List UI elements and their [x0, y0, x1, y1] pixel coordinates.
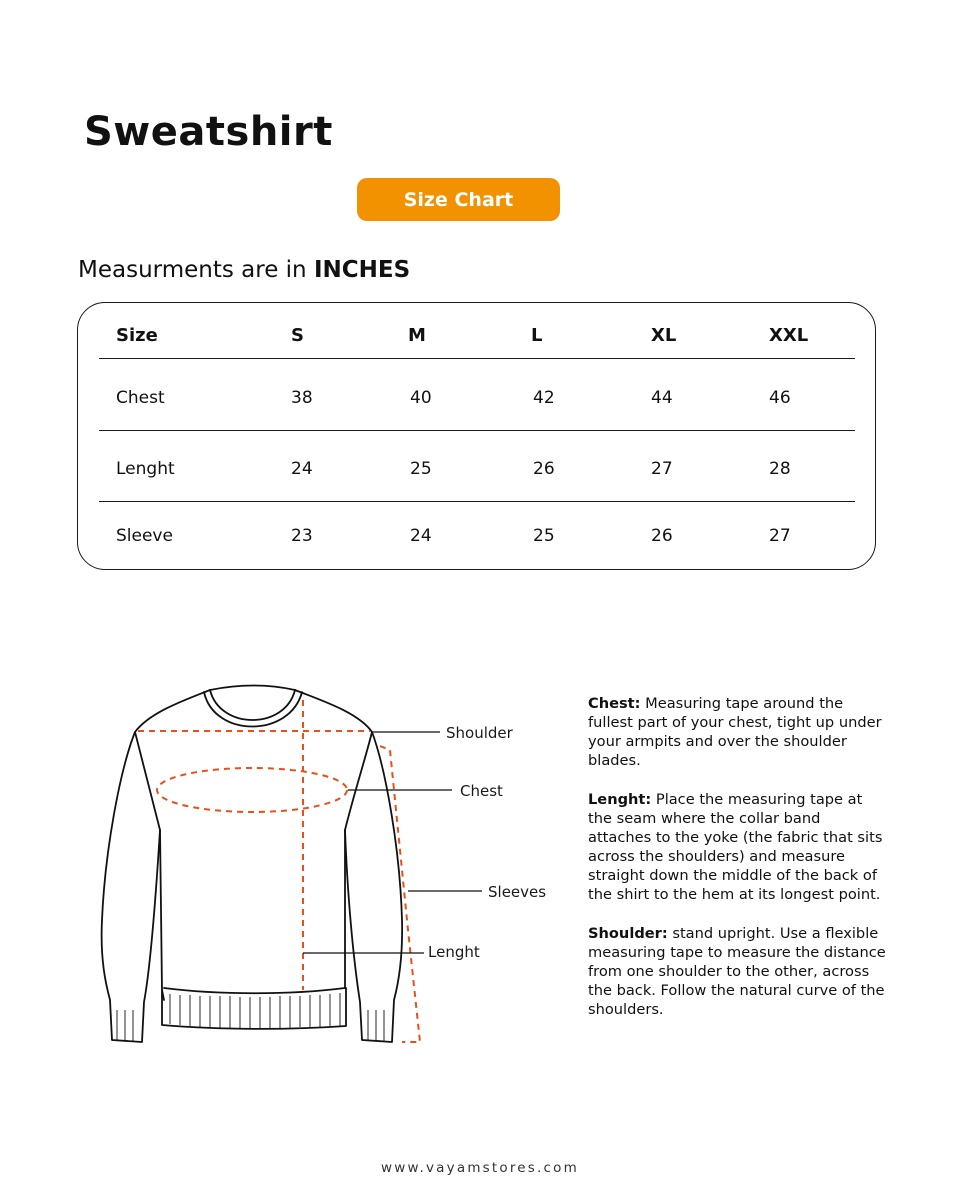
table-cell: 24: [410, 526, 432, 546]
table-divider: [99, 358, 855, 359]
units-caption: [78, 254, 410, 286]
note-term: Lenght:: [588, 791, 652, 808]
table-cell: 26: [533, 459, 555, 479]
table-cell: 38: [291, 388, 313, 408]
header-l: L: [531, 325, 543, 346]
row-label: Lenght: [116, 459, 175, 479]
table-cell: 44: [651, 388, 673, 408]
callout-length: Lenght: [428, 943, 480, 961]
footer-url: www.vayamstores.com: [381, 1160, 579, 1176]
table-cell: 27: [769, 526, 791, 546]
note-term: Chest:: [588, 695, 641, 712]
header-xxl: XXL: [769, 325, 809, 346]
table-cell: 25: [533, 526, 555, 546]
note-shoulder: [588, 924, 888, 1019]
note-length: [588, 790, 888, 904]
callout-shoulder: Shoulder: [446, 724, 513, 742]
callout-chest: Chest: [460, 782, 503, 800]
row-label: Sleeve: [116, 526, 173, 546]
table-cell: 26: [651, 526, 673, 546]
header-m: M: [408, 325, 426, 346]
header-size: Size: [116, 325, 158, 346]
measurement-diagram: [90, 670, 560, 1070]
row-label: Chest: [116, 388, 165, 408]
page-title: Sweatshirt: [84, 109, 333, 155]
table-divider: [99, 430, 855, 431]
note-text: Place the measuring tape at the seam where the collar band attaches to the yoke (the fabric that sits across the shoulders) and measure straight down the middle of the back of the shirt to the hem at its longest point.: [588, 791, 883, 903]
table-cell: 23: [291, 526, 313, 546]
measurement-notes: [588, 694, 888, 1039]
units-prefix: Measurments are in: [78, 257, 314, 283]
table-cell: 40: [410, 388, 432, 408]
size-chart-badge: Size Chart: [357, 178, 560, 221]
header-s: S: [291, 325, 304, 346]
note-chest: [588, 694, 888, 770]
note-term: Shoulder:: [588, 925, 668, 942]
table-cell: 28: [769, 459, 791, 479]
header-xl: XL: [651, 325, 677, 346]
table-cell: 25: [410, 459, 432, 479]
units-emphasis: INCHES: [313, 257, 411, 283]
note-text: Measuring tape around the fullest part of your chest, tight up under your armpits and over the shoulder blades.: [588, 695, 882, 769]
note-text: stand upright. Use a flexible measuring tape to measure the distance from one shoulder to the other, across the back. Follow the natural curve of the shoulders.: [588, 925, 886, 1018]
size-table: [77, 302, 876, 570]
table-cell: 46: [769, 388, 791, 408]
table-cell: 24: [291, 459, 313, 479]
table-cell: 42: [533, 388, 555, 408]
callout-sleeves: Sleeves: [488, 883, 547, 901]
table-divider: [99, 501, 855, 502]
table-cell: 27: [651, 459, 673, 479]
